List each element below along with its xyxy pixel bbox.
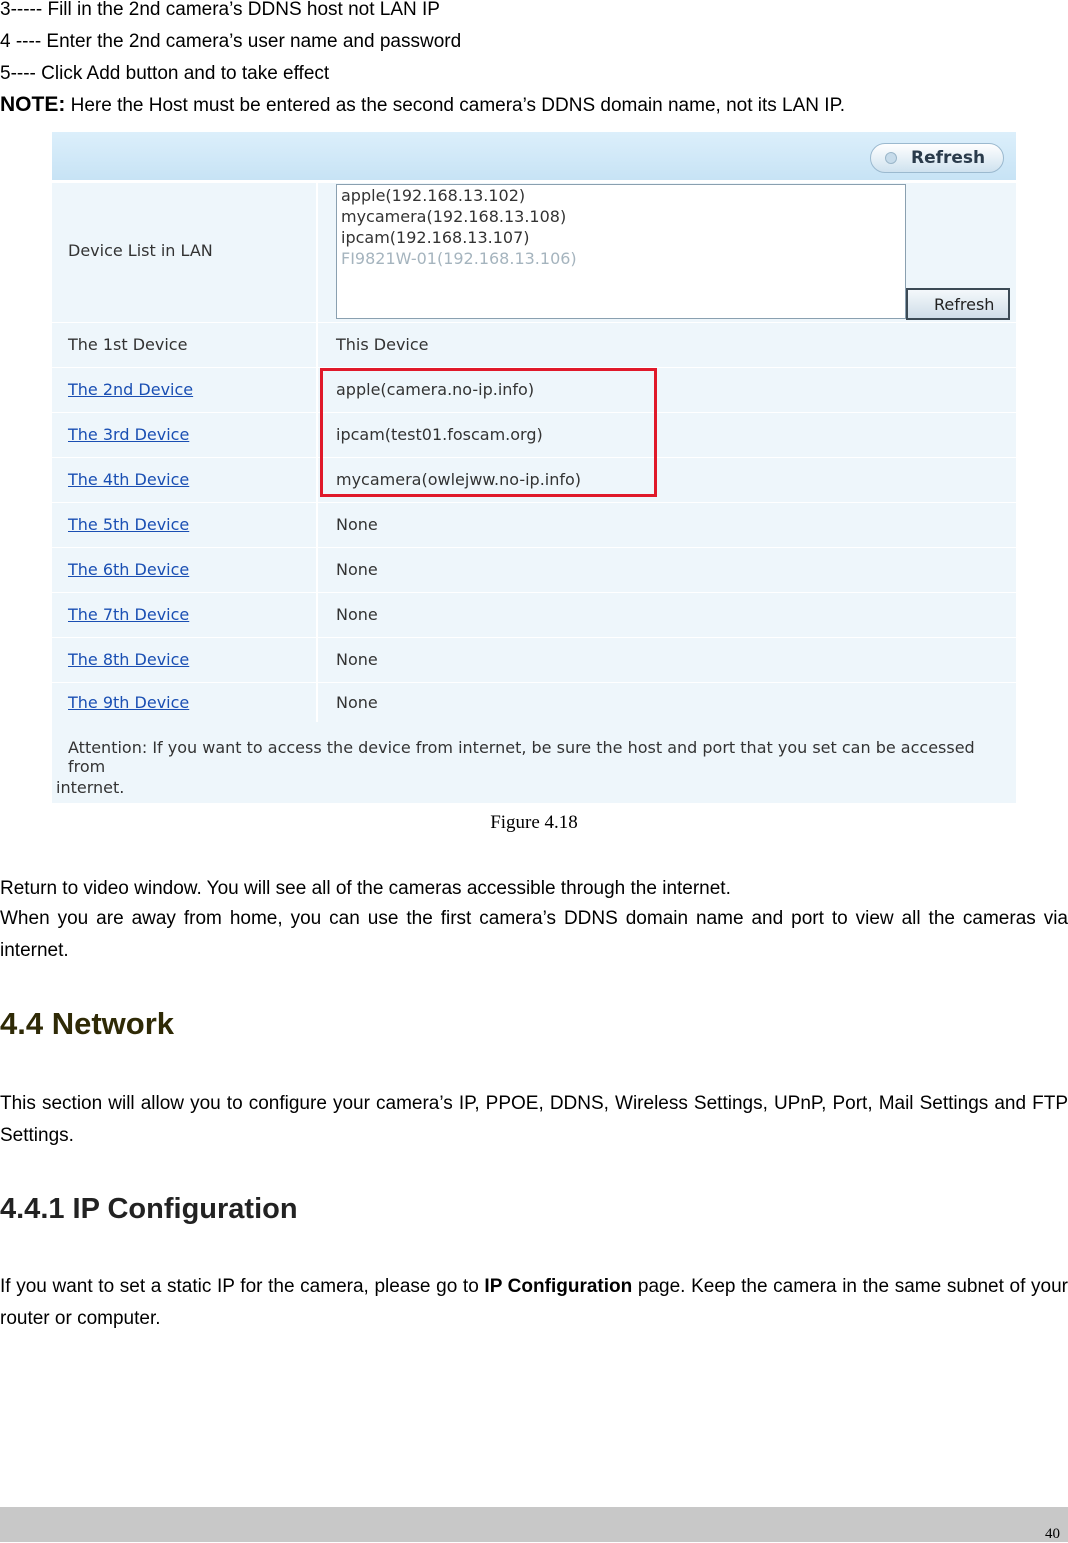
device-link-3[interactable]: The 3rd Device — [68, 425, 190, 444]
step-5-text: 5---- Click Add button and to take effect — [0, 63, 330, 84]
device-row-1 — [52, 322, 1016, 367]
ip-configuration-term: IP Configuration — [484, 1276, 633, 1297]
device-value-4: mycamera(owlejww.no-ip.info) — [336, 470, 582, 489]
device-value-5: None — [336, 515, 378, 534]
device-link-6[interactable]: The 6th Device — [68, 560, 190, 579]
section-heading-ip-configuration: 4.4.1 IP Configuration — [0, 1193, 298, 1225]
device-value-7: None — [336, 605, 378, 624]
device-value-8: None — [336, 650, 378, 669]
refresh-list-button[interactable]: Refresh — [906, 288, 1010, 320]
device-link-5[interactable]: The 5th Device — [68, 515, 190, 534]
device-link-7[interactable]: The 7th Device — [68, 605, 190, 624]
page-number: 40 — [1045, 1526, 1060, 1542]
step-3-text: 3----- Fill in the 2nd camera’s DDNS host not LAN IP — [0, 0, 440, 20]
first-device-label: The 1st Device — [68, 335, 188, 354]
note-label: NOTE: — [0, 93, 66, 116]
column-divider — [316, 182, 318, 722]
device-value-3: ipcam(test01.foscam.org) — [336, 425, 543, 444]
figure-caption: Figure 4.18 — [490, 812, 578, 833]
refresh-icon — [885, 152, 897, 164]
lan-device-item[interactable]: apple(192.168.13.102) — [341, 186, 526, 205]
device-row-6 — [52, 547, 1016, 592]
lan-device-item[interactable]: FI9821W-01(192.168.13.106) — [341, 249, 577, 268]
toolbar — [52, 132, 1016, 180]
device-list-label: Device List in LAN — [68, 241, 213, 260]
attention-line-2: internet. — [56, 778, 125, 797]
device-row-7 — [52, 592, 1016, 637]
first-device-value: This Device — [336, 335, 429, 354]
paragraph-network-intro: This section will allow you to configure your camera’s IP, PPOE, DDNS, Wireless Settings, UPnP, Port, Mail Settings and FTP Settings. — [0, 1093, 1068, 1146]
attention-note — [52, 722, 1016, 803]
device-row-5 — [52, 502, 1016, 547]
note-text: Here the Host must be entered as the second camera’s DDNS domain name, not its LAN IP. — [65, 95, 846, 116]
section-heading-network: 4.4 Network — [0, 1006, 175, 1041]
device-link-4[interactable]: The 4th Device — [68, 470, 190, 489]
device-value-6: None — [336, 560, 378, 579]
attention-line-1: Attention: If you want to access the device from internet, be sure the host and port that you set can be accessed from — [68, 738, 975, 776]
multi-device-screenshot — [48, 124, 1017, 803]
lan-device-item[interactable]: ipcam(192.168.13.107) — [341, 228, 530, 247]
device-link-9[interactable]: The 9th Device — [68, 693, 190, 712]
highlight-box — [320, 368, 657, 497]
lan-device-listbox[interactable] — [336, 184, 906, 319]
device-value-2: apple(camera.no-ip.info) — [336, 380, 535, 399]
device-link-2[interactable]: The 2nd Device — [68, 380, 194, 399]
device-row-9 — [52, 682, 1016, 722]
note-line — [0, 93, 845, 118]
refresh-top-button[interactable]: Refresh — [870, 143, 1004, 173]
paragraph-away-from-home: When you are away from home, you can use the first camera’s DDNS domain name and port to view all the cameras via internet. — [0, 908, 1068, 961]
step-4-text: 4 ---- Enter the 2nd camera’s user name and password — [0, 31, 462, 52]
device-link-8[interactable]: The 8th Device — [68, 650, 190, 669]
device-value-9: None — [336, 693, 378, 712]
lan-device-item[interactable]: mycamera(192.168.13.108) — [341, 207, 567, 226]
paragraph-ip-config: If you want to set a static IP for the camera, please go to IP Configuration page. Keep the camera in the same subnet of your router or computer. — [0, 1276, 1068, 1329]
device-row-8 — [52, 637, 1016, 682]
paragraph-return: Return to video window. You will see all of the cameras accessible through the internet. — [0, 878, 731, 899]
page-footer — [0, 1507, 1068, 1542]
